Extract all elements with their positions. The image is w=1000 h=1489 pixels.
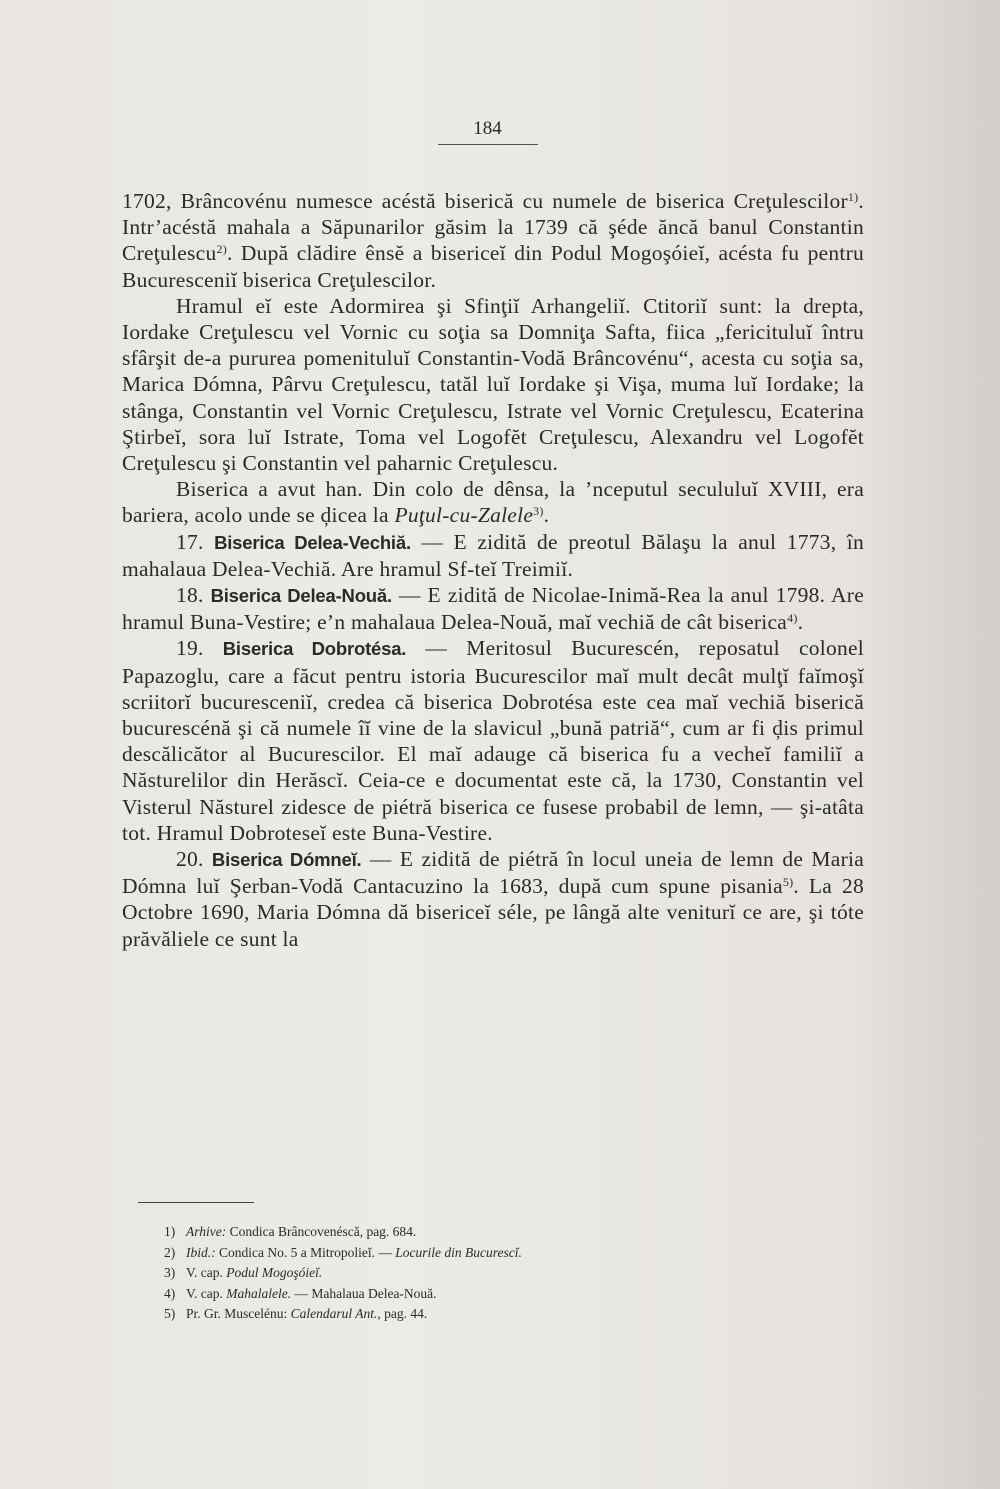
text-run: . — [543, 503, 550, 528]
footnote — [164, 1284, 826, 1305]
footnote — [164, 1222, 826, 1243]
text-run: V. cap. — [186, 1285, 227, 1301]
footnote-mark: 2) — [164, 1244, 176, 1260]
italic-text: Locurile din Bucurescĭ. — [395, 1244, 522, 1260]
italic-text: Podul Mogoşóieĭ. — [226, 1265, 323, 1280]
italic-text: Ibid.: — [186, 1244, 216, 1260]
footnote-separator — [138, 1202, 254, 1203]
text-run: . După clădire ênsĕ a bisericeĭ din Podul Mogoşóieĭ, acésta fu pentru Bucuresceniĭ biserica Creţulescilor. — [122, 241, 864, 292]
paragraph — [122, 582, 864, 635]
paragraph — [122, 635, 864, 846]
entry-heading: Biserica Delea-Vechiă. — [214, 531, 411, 553]
paragraph — [122, 293, 864, 476]
text-run: 20. — [176, 847, 212, 872]
entry-heading: Biserica Dómneĭ. — [211, 849, 362, 871]
text-run: Condica Brâncovenéscă, pag. 684. — [226, 1224, 417, 1239]
footnote-mark: 3) — [164, 1265, 176, 1280]
text-run: Hramul eĭ este Adormirea şi Sfinţiĭ Arhangeliĭ. Ctitoriĭ sunt: la drepta, Iordake Creţulescu vel Vornic cu soţia sa Domniţa Safta, fiica „fericituluĭ întru sfârşit de-a pururea pomenituluĭ Constantin-Vodă Brâncovénu“, acesta cu soţia sa, Marica Dómna, Pârvu Creţulescu, tatăl luĭ Iordake şi Vişa, muma luĭ Iordake; la stânga, Constantin vel Vornic Creţulescu, Istrate vel Vornic Creţulescu, Ecaterina Ştirbeĭ, sora luĭ Istrate, Toma vel Logofĕt Creţulescu, Alexandru vel Logofĕt Creţulescu şi Constantin vel paharnic Creţulescu. — [122, 293, 864, 476]
text-run: V. cap. — [186, 1265, 227, 1280]
footnote — [164, 1263, 826, 1284]
footnotes — [164, 1222, 826, 1325]
text-run: Condica No. 5 a Mitropolieĭ. — — [215, 1244, 396, 1260]
italic-text: Calendarul Ant., — [290, 1306, 381, 1321]
footnote-mark: 1) — [164, 1224, 176, 1239]
footnote — [164, 1304, 826, 1325]
text-run: . La 28 Octobre 1690, Maria Dómna dă bisericeĭ séle, pe lângă alte veniturĭ ce are, şi tóte prăvăliele ce sunt la — [122, 874, 864, 951]
footnote — [164, 1243, 826, 1264]
footnote-reference: 1) — [847, 190, 859, 204]
text-run: Biserica a avut han. Din colo de dênsa, la ’nceputul secululuĭ XVIII, era bariera, acolo unde se ḑicea la — [122, 477, 864, 528]
text-run: — E zidită de Nicolae-Inimă-Rea la anul 1798. Are hramul Buna-Vestire; e’n mahalaua Delea-Nouă, maĭ vechiă de cât biserica — [122, 583, 864, 635]
text-run: Pr. Gr. Muscelénu: — [186, 1306, 291, 1321]
footnote-reference: 5) — [782, 875, 794, 890]
page-number-rule — [438, 144, 538, 145]
text-run: — E zidită de preotul Bălaşu la anul 1773, în mahalaua Delea-Vechiă. Are hramul Sf-teĭ Treimiĭ. — [122, 529, 864, 581]
text-run: 17. — [176, 529, 215, 554]
text-run: 1702, Brâncovénu numesce acéstă biserică cu numele de biserica Creţulescilor — [122, 189, 848, 213]
text-run: . — [797, 610, 804, 635]
text-run: 19. — [176, 636, 223, 661]
paragraph — [122, 188, 864, 293]
italic-text: Puţul-cu-Zalele — [394, 503, 534, 528]
page-number: 184 — [473, 118, 502, 139]
text-run: . Intr’acéstă mahala a Săpunarilor găsim la 1739 că şéde ăncă banul Constantin Creţulescu — [122, 189, 864, 266]
footnote-mark: 4) — [164, 1285, 176, 1301]
paragraph — [122, 529, 864, 582]
footnote-reference: 3) — [533, 504, 544, 519]
entry-heading: Biserica Delea-Nouă. — [210, 585, 392, 607]
text-run: — Mahalaua Delea-Nouă. — [291, 1285, 437, 1301]
footnote-reference: 4) — [787, 611, 798, 626]
body-text — [122, 188, 864, 952]
italic-text: Mahalalele. — [226, 1285, 292, 1301]
text-run: — E zidită de piétră în locul uneia de lemn de Maria Dómna luĭ Şerban-Vodă Cantacuzino la 1683, după cum spune pisania — [122, 847, 864, 899]
entry-heading: Biserica Dobrotésa. — [222, 638, 407, 660]
footnote-mark: 5) — [164, 1306, 176, 1321]
italic-text: Arhive: — [186, 1224, 227, 1239]
text-run: 18. — [176, 583, 211, 608]
text-run: — Meritosul Bucurescén, reposatul colonel Papazoglu, care a făcut pentru istoria Bucurescilor maĭ mult decât mulţĭ faĭmoşĭ scriitorĭ bucuresceniĭ, credea că biserica Dobrotésa este cea maĭ vechiă biserică bucurescénă şi că numele îĭ vine de la slavicul „bună patriă“, cum ar fi ḑis primul descălicător al Bucurescilor. El maĭ adauge că biserica fu a vecheĭ familiĭ a Năsturelilor din Herăscĭ. Ceia-ce e documentat este că, la 1730, Constantin vel Visterul Năsturel zidesce de piétră biserica ce fusese probabil de lemn, — şi-atâta tot. Hramul Dobroteseĭ este Buna-Vestire. — [122, 636, 864, 845]
footnote-reference: 2) — [216, 242, 227, 257]
paragraph — [122, 846, 864, 952]
text-run: pag. 44. — [380, 1306, 428, 1321]
paragraph — [122, 476, 864, 528]
